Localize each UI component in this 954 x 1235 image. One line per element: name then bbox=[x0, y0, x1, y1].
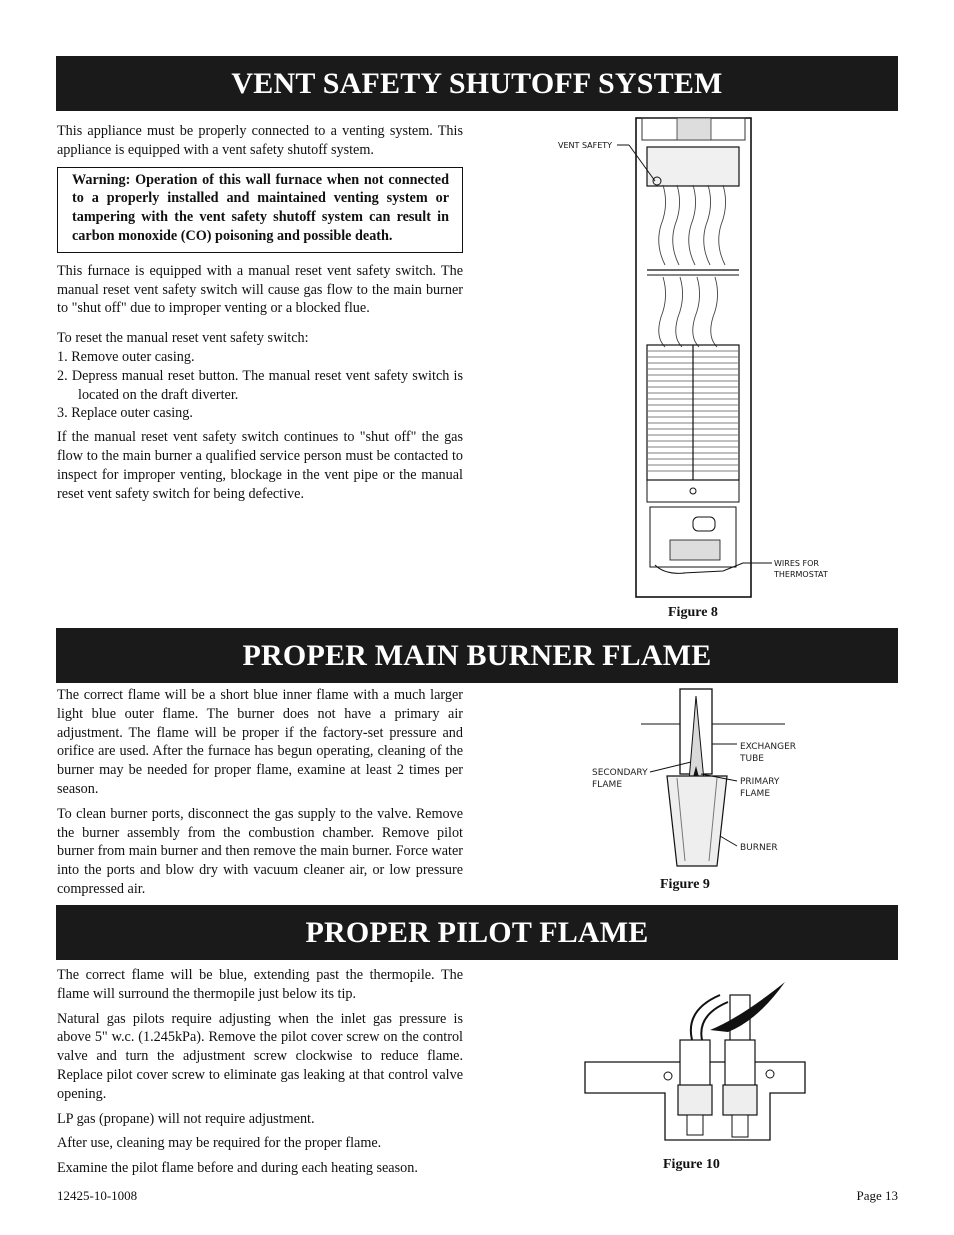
figure-9-burner-flame-diagram bbox=[585, 686, 815, 876]
label-vent-safety: VENT SAFETY bbox=[558, 141, 613, 150]
figure-10-caption: Figure 10 bbox=[663, 1157, 720, 1172]
footer-page-number: Page 13 bbox=[856, 1188, 898, 1203]
figure-9-caption: Figure 9 bbox=[660, 877, 710, 892]
label-wires-2: THERMOSTAT bbox=[774, 570, 828, 579]
vent-paragraph-2: This furnace is equipped with a manual reset vent safety switch. The manual reset vent safety switch will cause gas flow to the main burner to "shut off" due to improper venting or a blocked flue. bbox=[57, 262, 463, 317]
vent-text-column bbox=[57, 122, 463, 509]
reset-steps bbox=[57, 348, 463, 423]
section-title-burner: PROPER MAIN BURNER FLAME bbox=[56, 628, 898, 683]
label-secondary-2: FLAME bbox=[592, 780, 623, 790]
burner-paragraph-1: The correct flame will be a short blue inner flame with a much larger light blue outer flame. The burner does not have a primary air adjustment. The flame will be proper if the factory-set pressure and orifice are used. After the furnace has begun operating, cleaning of the burner may be needed for proper flame, examine at least 2 times per season. bbox=[57, 687, 463, 797]
reset-step-2: 2. Depress manual reset button. The manual reset vent safety switch is located on the draft diverter. bbox=[57, 367, 463, 403]
figure-10-pilot-flame-diagram bbox=[580, 970, 810, 1150]
footer-doc-number: 12425-10-1008 bbox=[57, 1188, 138, 1203]
label-wires-1: WIRES FOR bbox=[774, 559, 819, 568]
reset-step-1: 1. Remove outer casing. bbox=[57, 348, 195, 365]
burner-paragraph-2: To clean burner ports, disconnect the gas supply to the valve. Remove the burner assembly from the combustion chamber. Remove pilot burner from main burner and then remove the main burner. Force water into the ports and blow dry with vacuum cleaner air, or low pressure compressed air. bbox=[57, 805, 463, 897]
label-primary-1: PRIMARY bbox=[740, 777, 780, 787]
pilot-paragraph-2: Natural gas pilots require adjusting when the inlet gas pressure is above 5" w.c. (1.245kPa). Remove the pilot cover screw on the control valve and turn the adjustment screw clockwise to reduce flame. Replace pilot cover screw to eliminate gas leaking at that control valve opening. bbox=[57, 1010, 463, 1102]
label-exchanger-1: EXCHANGER bbox=[740, 742, 797, 752]
pilot-paragraph-5: Examine the pilot flame before and during each heating season. bbox=[57, 1160, 418, 1177]
pilot-paragraph-3: LP gas (propane) will not require adjustment. bbox=[57, 1110, 315, 1127]
label-primary-2: FLAME bbox=[740, 789, 771, 799]
label-burner: BURNER bbox=[740, 843, 778, 853]
section-title-pilot: PROPER PILOT FLAME bbox=[56, 905, 898, 960]
figure-8-furnace-diagram bbox=[555, 115, 855, 605]
pilot-text-column bbox=[57, 966, 463, 1184]
figure-8-caption: Figure 8 bbox=[668, 605, 718, 620]
section-title-vent: VENT SAFETY SHUTOFF SYSTEM bbox=[56, 56, 898, 111]
burner-text-column bbox=[57, 686, 463, 905]
reset-step-3: 3. Replace outer casing. bbox=[57, 405, 193, 422]
pilot-paragraph-4: After use, cleaning may be required for the proper flame. bbox=[57, 1135, 382, 1152]
reset-intro: To reset the manual reset vent safety switch: bbox=[57, 330, 309, 347]
warning-box: Warning: Operation of this wall furnace when not connected to a properly installed and maintained venting system or tampering with the vent safety shutoff system can result in carbon monoxide (CO) poisoning and possible death. bbox=[57, 167, 463, 253]
pilot-paragraph-1: The correct flame will be blue, extending past the thermopile. The flame will surround the thermopile just below its tip. bbox=[57, 967, 463, 1002]
vent-paragraph-3: If the manual reset vent safety switch continues to "shut off" the gas flow to the main burner a qualified service person must be contacted to inspect for improper venting, blockage in the vent pipe or the manual reset vent safety switch for being defective. bbox=[57, 429, 463, 502]
label-secondary-1: SECONDARY bbox=[592, 768, 648, 778]
label-exchanger-2: TUBE bbox=[740, 754, 764, 764]
vent-intro: This appliance must be properly connected to a venting system. This appliance is equipped with a vent safety shutoff system. bbox=[57, 123, 463, 158]
